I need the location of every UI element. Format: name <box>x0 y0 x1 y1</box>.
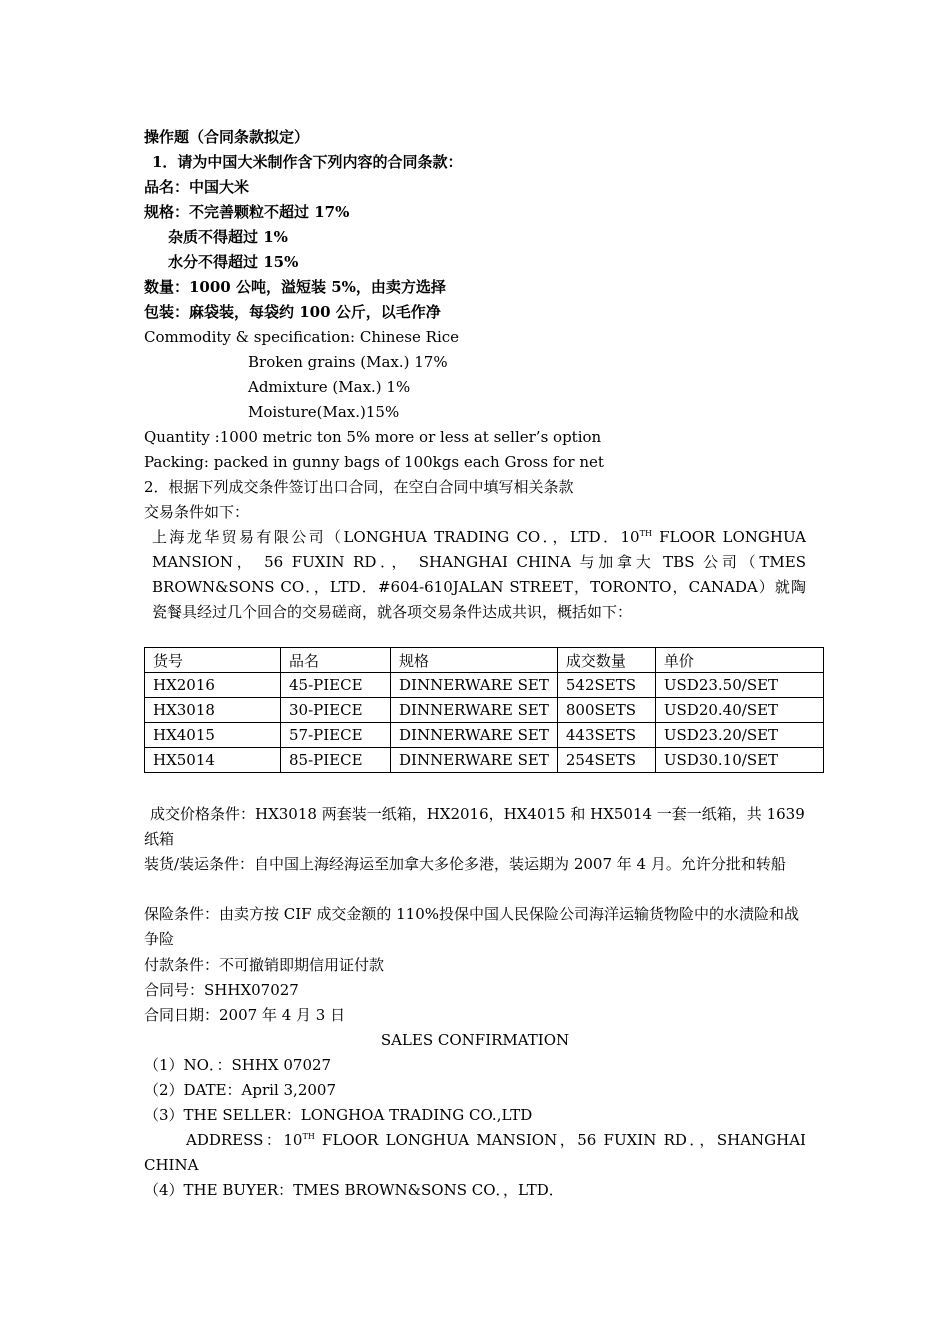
table-cell: USD23.20/SET <box>655 723 823 748</box>
table-cell: 45-PIECE <box>281 673 391 698</box>
sc-buyer: （4）THE BUYER：TMES BROWN&SONS CO．，LTD． <box>144 1181 564 1199</box>
table-row <box>145 748 824 773</box>
specification-cn: 规格：不完善颗粒不超过 17% <box>144 203 350 221</box>
table-cell: 542SETS <box>557 673 655 698</box>
table-row <box>145 698 824 723</box>
admixture-en: Admixture (Max.) 1% <box>248 378 411 396</box>
commodity-en: Commodity & specification: Chinese Rice <box>144 328 460 346</box>
header-cell: 货号 <box>145 648 281 673</box>
table-cell: DINNERWARE SET <box>391 673 558 698</box>
moisture-en: Moisture(Max.)15% <box>248 403 400 421</box>
sc-seller-address-cont: CHINA <box>144 1156 199 1174</box>
shipment-terms: 装货/装运条件：自中国上海经海运至加拿大多伦多港，装运期为 2007 年 4 月。允许分批和转船 <box>144 855 786 873</box>
table-cell: HX5014 <box>145 748 281 773</box>
contract-number: 合同号：SHHX07027 <box>144 981 299 999</box>
table-cell: USD30.10/SET <box>655 748 823 773</box>
quantity-cn: 数量：1000 公吨，溢短装 5%，由卖方选择 <box>144 278 446 296</box>
sales-confirmation-title: SALES CONFIRMATION <box>380 1031 570 1049</box>
goods-table <box>144 647 824 773</box>
table-header-row <box>145 648 824 673</box>
intro-line-1: 上海龙华贸易有限公司（LONGHUA TRADING CO．，LTD．10TH FLOOR LONGHUA <box>152 528 806 546</box>
table-cell: DINNERWARE SET <box>391 748 558 773</box>
header-cell: 规格 <box>391 648 558 673</box>
sc-number: （1）NO．：SHHX 07027 <box>144 1056 332 1074</box>
table-cell: USD23.50/SET <box>655 673 823 698</box>
packing-cn: 包装：麻袋装，每袋约 100 公斤，以毛作净 <box>144 303 441 321</box>
price-terms: 成交价格条件：HX3018 两套装一纸箱，HX2016，HX4015 和 HX5014 一套一纸箱，共 1639 纸箱 <box>144 805 805 848</box>
question-2: 2．根据下列成交条件签订出口合同，在空白合同中填写相关条款 <box>144 478 574 496</box>
table-cell: 443SETS <box>557 723 655 748</box>
sc-date: （2）DATE：April 3,2007 <box>144 1081 336 1099</box>
terms-label: 交易条件如下： <box>144 503 250 521</box>
table-cell: DINNERWARE SET <box>391 698 558 723</box>
moisture-cn: 水分不得超过 15% <box>168 253 299 271</box>
intro-line-3: BROWN&SONS CO．，LTD．#604-610JALAN STREET，TORONTO，CANADA）就陶 <box>152 578 806 596</box>
table-cell: USD20.40/SET <box>655 698 823 723</box>
broken-grains-en: Broken grains (Max.) 17% <box>248 353 448 371</box>
header-cell: 单价 <box>655 648 823 673</box>
table-cell: HX2016 <box>145 673 281 698</box>
table-cell: 800SETS <box>557 698 655 723</box>
table-cell: 85-PIECE <box>281 748 391 773</box>
table-cell: 254SETS <box>557 748 655 773</box>
table-cell: HX3018 <box>145 698 281 723</box>
table-cell: 57-PIECE <box>281 723 391 748</box>
packing-en: Packing: packed in gunny bags of 100kgs each Gross for net <box>144 453 604 471</box>
table-row <box>145 673 824 698</box>
header-cell: 品名 <box>281 648 391 673</box>
payment-terms: 付款条件：不可撤销即期信用证付款 <box>144 956 385 974</box>
intro-line-2: MANSION， 56 FUXIN RD．， SHANGHAI CHINA 与加拿大 TBS 公司（TMES <box>152 553 806 571</box>
contract-date: 合同日期：2007 年 4 月 3 日 <box>144 1006 346 1024</box>
table-cell: DINNERWARE SET <box>391 723 558 748</box>
sc-seller-address: ADDRESS：10TH FLOOR LONGHUA MANSION，56 FUXIN RD．，SHANGHAI <box>186 1131 806 1149</box>
table-cell: HX4015 <box>145 723 281 748</box>
quantity-en: Quantity :1000 metric ton 5% more or less at seller’s option <box>144 428 602 446</box>
exercise-title: 操作题（合同条款拟定） <box>144 128 310 146</box>
sc-seller: （3）THE SELLER：LONGHOA TRADING CO.,LTD <box>144 1106 533 1124</box>
table-cell: 30-PIECE <box>281 698 391 723</box>
intro-line-4: 瓷餐具经过几个回合的交易磋商，就各项交易条件达成共识，概括如下： <box>152 603 633 621</box>
commodity-name-cn: 品名：中国大米 <box>144 178 250 196</box>
question-1: 1．请为中国大米制作含下列内容的合同条款： <box>152 153 463 171</box>
table-row <box>145 723 824 748</box>
insurance-terms: 保险条件：由卖方按 CIF 成交金额的 110%投保中国人民保险公司海洋运输货物险中的水渍险和战争险 <box>144 905 800 948</box>
header-cell: 成交数量 <box>557 648 655 673</box>
impurity-cn: 杂质不得超过 1% <box>168 228 288 246</box>
